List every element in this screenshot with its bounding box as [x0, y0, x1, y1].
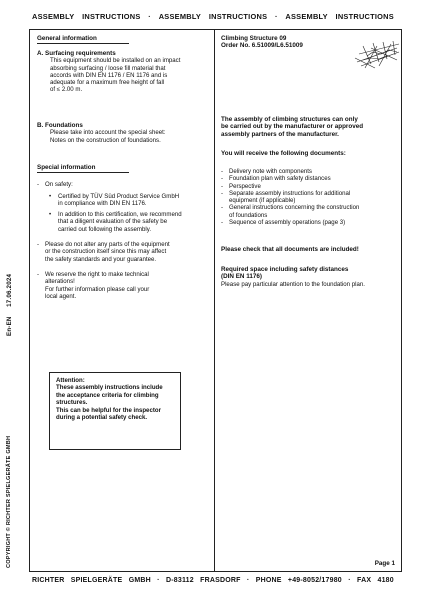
left-column — [37, 30, 209, 422]
header-separator: · — [274, 12, 278, 21]
text-line: - Foundation plan with safety distances — [229, 175, 331, 183]
list-item — [221, 175, 399, 182]
text-line: carried out following the assembly. — [58, 225, 152, 233]
title-underline — [37, 43, 129, 44]
footer-item: RICHTER — [32, 577, 65, 584]
text-line: local agent. — [45, 292, 77, 300]
check-note: Please check that all documents are included! — [221, 246, 359, 253]
footer-item: +49-8052/17980 — [287, 577, 342, 584]
text-line: that a diligent evaluation of the safety be — [58, 218, 168, 226]
header-item: ASSEMBLY — [32, 12, 75, 21]
text-line: - We reserve the right to make technical — [45, 270, 149, 278]
surfacing-section — [37, 50, 209, 94]
text-line: accords with DIN EN 1176 / EN 1176 and is — [50, 71, 168, 79]
text-line: Please take into account the special sheet: — [50, 129, 166, 137]
header-item: INSTRUCTIONS — [208, 12, 268, 21]
text-line: This can be helpful for the inspector — [56, 406, 161, 414]
footer-item: D-83112 — [165, 577, 194, 584]
text-line: of foundations — [229, 211, 268, 219]
special-information-list — [37, 181, 209, 300]
list-item — [221, 204, 399, 219]
list-item — [45, 211, 209, 233]
list-item — [37, 271, 209, 300]
footer-item: GMBH — [128, 577, 151, 584]
text-line: - Sequence of assembly operations (page 3) — [229, 219, 346, 227]
footer-item: SPIELGERÄTE — [70, 577, 123, 584]
copyright-label: COPYRIGHT © RICHTER SPIELGERÄTE GMBH — [6, 435, 12, 568]
text-line: be carried out by the manufacturer or approved — [221, 123, 364, 131]
space-title — [221, 266, 348, 281]
assembly-note — [221, 116, 399, 138]
footer-separator: · — [157, 577, 160, 584]
foundations-text — [37, 129, 209, 144]
header-bar — [32, 12, 394, 21]
header-item: ASSEMBLY — [285, 12, 328, 21]
text-line: equipment (if applicable) — [229, 197, 296, 205]
header-item: ASSEMBLY — [158, 12, 202, 21]
list-item — [221, 219, 399, 226]
footer-separator: · — [348, 577, 351, 584]
column-divider — [214, 30, 215, 571]
language-date-label: En-EN 17.06.2024 — [6, 273, 13, 336]
text-line: - Perspective — [229, 182, 261, 190]
special-information-section — [37, 164, 209, 300]
text-line: (DIN EN 1176) — [221, 273, 262, 281]
text-line: the acceptance criteria for climbing — [56, 391, 159, 399]
header-separator: · — [148, 12, 151, 21]
list-item — [37, 241, 209, 263]
attention-title: Attention: — [56, 377, 85, 384]
text-line: alterations! — [45, 278, 75, 286]
page-number: Page 1 — [374, 560, 395, 567]
text-line: - General instructions concerning the construction — [229, 204, 360, 212]
text-line: - Separate assembly instructions for additional — [229, 189, 351, 197]
list-item — [221, 190, 399, 205]
attention-box — [49, 372, 181, 450]
text-line: • Certified by TÜV Süd Product Service GmbH — [58, 192, 180, 200]
document-page — [29, 29, 402, 572]
text-line: - Delivery note with components — [229, 168, 312, 175]
footer-item: PHONE — [255, 577, 282, 584]
list-item — [37, 181, 209, 233]
safety-label: - On safety: — [45, 181, 73, 189]
text-line: For further information please call your — [45, 285, 150, 293]
footer-item: FAX — [357, 577, 372, 584]
text-line: Required space including safety distances — [221, 266, 349, 273]
foundations-title: B. Foundations — [37, 122, 83, 129]
text-line: absorbing surfacing / loose fill material that — [50, 64, 166, 72]
header-item: INSTRUCTIONS — [82, 12, 141, 21]
special-information-title: Special information — [37, 164, 96, 171]
surfacing-text — [37, 57, 209, 93]
text-line: This equipment should be installed on an impact — [50, 57, 181, 65]
space-note: Please pay particular attention to the foundation plan. — [221, 281, 365, 288]
title-underline — [37, 172, 129, 173]
footer-separator: · — [246, 577, 250, 584]
order-number: Order No. 6.51009/L6.51009 — [221, 42, 303, 50]
text-line: during a potential safety check. — [56, 414, 148, 422]
text-line: Notes on the construction of foundations. — [50, 136, 161, 144]
header-item: INSTRUCTIONS — [335, 12, 394, 21]
text-line: • In addition to this certification, we recommend — [58, 211, 182, 219]
foundations-section — [37, 122, 209, 144]
climbing-structure-sketch-icon — [353, 38, 403, 70]
surfacing-title: A. Surfacing requirements — [37, 50, 116, 57]
text-line: structures. — [56, 399, 88, 407]
right-column — [221, 30, 399, 288]
list-item — [221, 168, 399, 175]
text-line: of ≤ 2.00 m. — [50, 86, 83, 94]
list-item — [45, 193, 209, 208]
product-title: Climbing Structure 09 — [221, 35, 287, 42]
footer-bar — [32, 577, 394, 584]
documents-title: You will receive the following documents: — [221, 150, 346, 157]
text-line: These assembly instructions include — [56, 384, 163, 392]
general-information-title: General information — [37, 35, 97, 42]
footer-item: FRASDORF — [200, 577, 241, 584]
documents-list — [221, 168, 399, 226]
text-line: assembly partners of the manufacturer. — [221, 130, 339, 138]
footer-item: 4180 — [377, 577, 394, 584]
text-line: adequate for a maximum free height of fall — [50, 79, 165, 87]
list-item — [221, 183, 399, 190]
text-line: - Please do not alter any parts of the equipment — [45, 241, 170, 249]
text-line: The assembly of climbing structures can only — [221, 116, 358, 123]
text-line: in compliance with DIN EN 1176. — [58, 199, 147, 207]
text-line: or the construction itself since this may affect — [45, 248, 167, 256]
text-line: the safety standards and your guarantee. — [45, 255, 157, 263]
